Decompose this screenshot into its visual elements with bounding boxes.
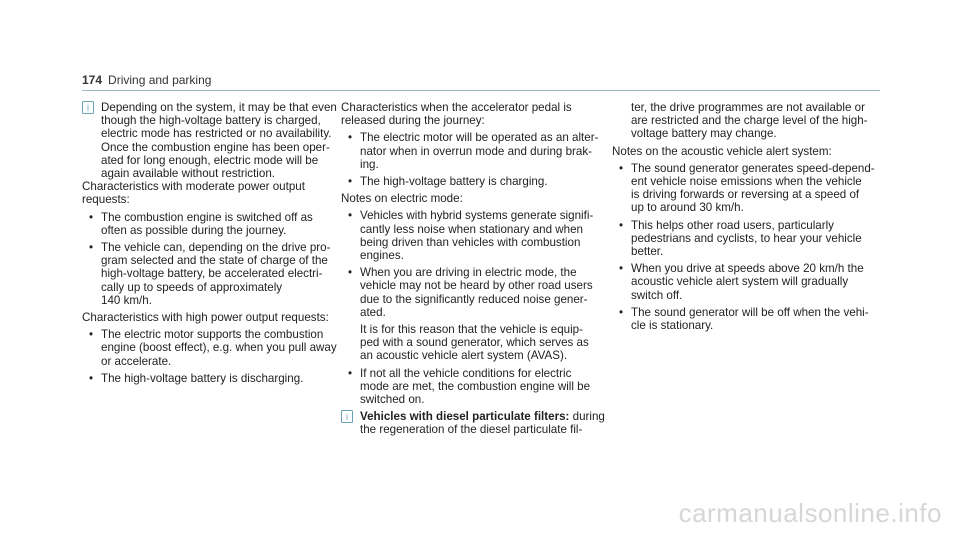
list-item [341,209,606,262]
text-line: up to around 30 km/h. [631,201,744,215]
text-line: • The electric motor will be operated as an alter- [360,131,599,145]
text-line: requests: [82,193,130,207]
text-line: cantly less noise when stationary and when [360,222,583,236]
list-item [341,367,606,407]
text-line: Characteristics when the accelerator pedal is [341,101,572,114]
text-line: due to the significantly reduced noise gener- [360,292,588,306]
info-note-icon [341,410,354,423]
text-line: ated. [360,305,386,319]
text-line: ent vehicle noise emissions when the vehicle [631,175,862,189]
text-line: pedestrians and cyclists, to hear your vehicle [631,231,862,245]
text-line: ped with a sound generator, which serves as [360,336,589,350]
text-line: or accelerate. [101,354,172,368]
text-line: • The high-voltage battery is charging. [360,175,548,189]
text-line: ter, the drive programmes are not available or [631,101,865,114]
list-item [612,219,877,259]
text-line: engine (boost effect), e.g. when you pull away [101,341,337,355]
text-line: often as possible during the journey. [101,223,287,237]
text-line: • When you drive at speeds above 20 km/h the [631,262,864,276]
text-line: • The combustion engine is switched off as [101,210,313,224]
text-line: vehicle may not be heard by other road users [360,279,593,293]
section-title: Driving and parking [108,73,212,87]
text-line: Characteristics with moderate power output [82,180,305,194]
text-line: • Vehicles with hybrid systems generate signifi- [360,209,594,223]
filter-note [341,410,606,436]
text-line: released during the journey: [341,114,485,128]
column-2 [341,101,606,437]
text-line: an acoustic vehicle alert system (AVAS). [360,349,568,363]
page-number: 174 [82,73,103,87]
list-item [82,328,347,368]
list-item [612,162,877,215]
text-line: • The electric motor supports the combustion [101,328,324,342]
text-line: during [569,410,605,424]
text-line: • This helps other road users, particularly [631,218,834,232]
note-line: ated for long enough, electric mode will be [101,153,319,167]
page-header [82,73,211,87]
continued-paragraph [612,101,877,141]
note-line: though the high-voltage battery is charged, [101,114,321,128]
text-line: nator when in overrun mode and during brak- [360,144,593,158]
text-line: engines. [360,249,404,263]
text-line: • If not all the vehicle conditions for electric [360,366,572,380]
high-heading: Characteristics with high power output requests: [82,311,329,325]
list-item [612,306,877,332]
text-line: 140 km/h. [101,293,152,307]
text-line: voltage battery may change. [631,127,777,141]
text-line: high-voltage battery, be accelerated electri- [101,267,323,281]
info-note-icon [82,101,95,114]
list-item [612,262,877,302]
text-line: acoustic vehicle alert system will gradually [631,275,849,289]
text-line: • When you are driving in electric mode, the [360,266,577,280]
filter-first-line [360,410,606,423]
watermark: carmanualsonline.info [678,498,942,528]
note-line: Depending on the system, it may be that even [101,101,337,114]
list-item [82,372,347,385]
acoustic-heading: Notes on the acoustic vehicle alert system: [612,144,832,158]
text-line: • The sound generator generates speed-depend- [631,161,875,175]
note-line: electric mode has restricted or no availability. [101,127,332,141]
text-line: being driven than vehicles with combustion [360,235,581,249]
avas-paragraph [341,323,606,363]
text-line: switched on. [360,393,425,407]
released-heading [341,101,606,127]
column-1 [82,101,347,385]
text-line: • The sound generator will be off when the vehi- [631,305,869,319]
list-item [341,175,606,188]
text-line: ing. [360,157,379,171]
info-note [82,101,347,180]
text-line: cally up to speeds of approximately [101,280,283,294]
list-item [341,131,606,171]
list-item [341,266,606,319]
notes-heading: Notes on electric mode: [341,192,463,206]
list-item [82,241,347,307]
note-line: again available without restriction. [101,167,276,181]
text-line: better. [631,245,664,259]
text-line: mode are met, the combustion engine will be [360,379,591,393]
text-line: the regeneration of the diesel particulate fil- [360,423,583,437]
list-item [82,211,347,237]
text-line: cle is stationary. [631,319,714,333]
note-line: Once the combustion engine has been oper- [101,140,330,154]
text-line: are restricted and the charge level of the high- [631,114,868,128]
text-line: • The high-voltage battery is discharging. [101,371,304,385]
svg-text:i: i [87,103,89,113]
text-line: switch off. [631,288,683,302]
column-3 [612,101,877,332]
text-line: • The vehicle can, depending on the drive pro- [101,241,331,255]
text-line: It is for this reason that the vehicle is equip- [360,323,583,337]
filter-title: Vehicles with diesel particulate filters: [360,410,570,424]
text-line: is driving forwards or reversing at a speed of [631,188,860,202]
header-rule [82,90,880,91]
text-line: gram selected and the state of charge of the [101,254,328,268]
moderate-heading [82,180,347,206]
svg-text:i: i [346,412,348,423]
